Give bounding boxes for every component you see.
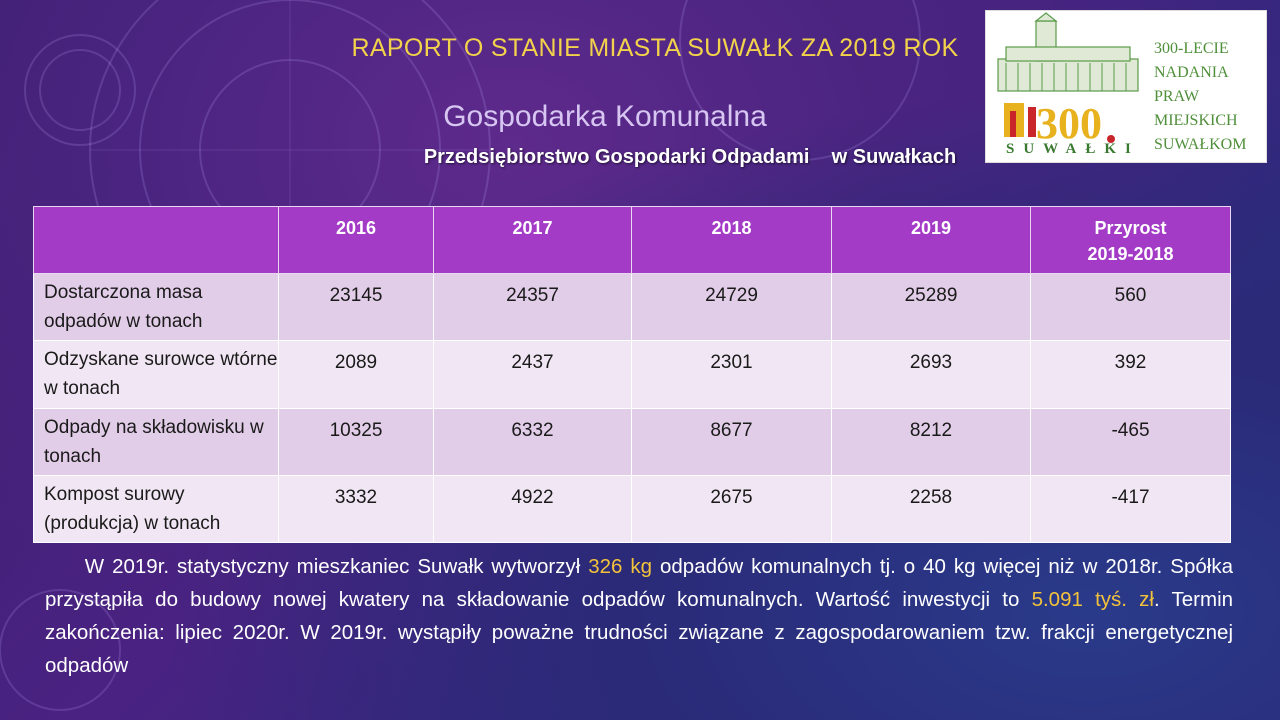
highlight-per-capita: 326 kg: [588, 555, 653, 578]
table-cell: 392: [1031, 341, 1231, 408]
header-growth-label: Przyrost: [1094, 218, 1167, 238]
logo-caption: [1154, 37, 1266, 157]
header-2016: 2016: [279, 207, 434, 274]
row-label: Dostarczona masa odpadów w tonach: [34, 274, 279, 341]
row-label: Odzyskane surowce wtórne w tonach: [34, 341, 279, 408]
table-cell: 10325: [279, 408, 434, 475]
table-cell: 4922: [434, 475, 632, 542]
table-cell: 2089: [279, 341, 434, 408]
table-cell: 8212: [832, 408, 1031, 475]
table-cell: 2675: [632, 475, 832, 542]
header-empty: [34, 207, 279, 274]
logo-line: SUWAŁKOM: [1154, 136, 1247, 153]
table-cell: -417: [1031, 475, 1231, 542]
header-2018: 2018: [632, 207, 832, 274]
table-header-row: [34, 207, 1231, 274]
header-growth: [1031, 207, 1231, 274]
logo-line: PRAW: [1154, 88, 1199, 105]
header-growth-range: 2019-2018: [1087, 244, 1174, 264]
paragraph-text: . Termin zakończenia: lipiec 2020r. W 2019r. wystąpiły poważne trudności związane z zagospodarowaniem tzw. frakcji energetycznej odpadów: [45, 588, 1234, 677]
table-cell: 25289: [832, 274, 1031, 341]
table-cell: 2437: [434, 341, 632, 408]
logo-line: 300-LECIE: [1154, 40, 1229, 57]
table-row: [34, 408, 1231, 475]
table-cell: 2258: [832, 475, 1031, 542]
waste-statistics-table: [33, 206, 1231, 543]
header-2019: 2019: [832, 207, 1031, 274]
anniversary-logo: [985, 10, 1267, 163]
table-cell: 2301: [632, 341, 832, 408]
table-cell: -465: [1031, 408, 1231, 475]
organization-name: Przedsiębiorstwo Gospodarki Odpadami w Suwałkach: [423, 146, 957, 168]
table-row: [34, 341, 1231, 408]
table-cell: 3332: [279, 475, 434, 542]
row-label: Kompost surowy (produkcja) w tonach: [34, 475, 279, 542]
table-cell: 23145: [279, 274, 434, 341]
logo-line: NADANIA: [1154, 64, 1229, 81]
paragraph-text: W 2019r. statystyczny mieszkaniec Suwałk wytworzył: [84, 555, 589, 578]
page-title: RAPORT O STANIE MIASTA SUWAŁK ZA 2019 ROK: [351, 34, 959, 62]
logo-wordmark: SUWAŁKI: [1006, 141, 1140, 157]
table-cell: 24729: [632, 274, 832, 341]
section-subtitle: Gospodarka Komunalna: [443, 100, 767, 133]
table-cell: 560: [1031, 274, 1231, 341]
table-cell: 8677: [632, 408, 832, 475]
header-2017: 2017: [434, 207, 632, 274]
row-label: Odpady na składowisku w tonach: [34, 408, 279, 475]
emblem-300: 300: [1036, 99, 1102, 148]
paragraph-text: odpadów komunalnych tj. o 40 kg więcej niż w 2018r. Spółka przystąpiła do budowy nowej kwatery na składowanie odpadów komunalnych. Wartość inwestycji to: [45, 555, 1233, 611]
summary-paragraph: [45, 550, 1233, 682]
table-row: [34, 475, 1231, 542]
table-row: [34, 274, 1231, 341]
table-cell: 2693: [832, 341, 1031, 408]
highlight-investment: 5.091 tyś. zł: [1031, 588, 1154, 611]
table-cell: 6332: [434, 408, 632, 475]
logo-line: MIEJSKICH: [1154, 112, 1238, 129]
table-cell: 24357: [434, 274, 632, 341]
